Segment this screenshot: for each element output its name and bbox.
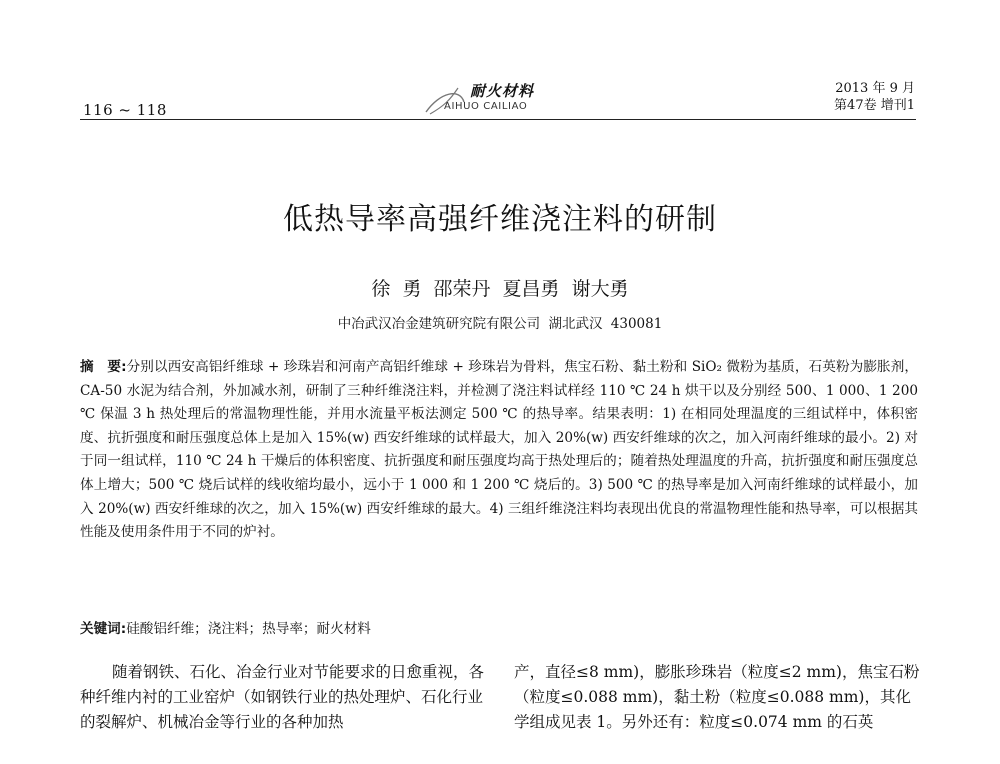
issue-volume: 第47卷 增刊1 — [834, 98, 915, 113]
journal-name-cn: 耐火材料 — [470, 82, 535, 100]
keywords — [80, 617, 918, 637]
abstract — [80, 356, 918, 545]
page-header — [0, 0, 1000, 120]
journal-name-en: AIHUO CAILIAO — [444, 101, 528, 112]
paper-title: 低热导率高强纤维浇注料的研制 — [283, 202, 717, 237]
abstract-text: 分别以西安高铝纤维球 + 珍珠岩和河南产高铝纤维球 + 珍珠岩为骨料，焦宝石粉、黏土粉和 SiO₂ 微粉为基质，石英粉为膨胀剂，CA-50 水泥为结合剂，外加减水剂，研制了三种纤维浇注料，并检测了浇注料试样经 110 ℃ 24 h 烘干以及分别经 500、1 000、1 200 ℃ 保温 3 h 热处理后的常温物理性能，并用水流量平板法测定 500 ℃ 的热导率。结果表明：1) 在相同处理温度的三组试样中，体积密度、抗折强度和耐压强度总体上是加入 15%(w) 西安纤维球的试样最大，加入 20%(w) 西安纤维球的次之，加入河南纤维球的最小。2) 对于同一组试样，110 ℃ 24 h 干燥后的体积密度、抗折强度和耐压强度均高于热处理后的；随着热处理温度的升高，抗折强度和耐压强度总体上增大；500 ℃ 烧后试样的线收缩均最小，远小于 1 000 和 1 200 ℃ 烧后的。3) 500 ℃ 的热导率是加入河南纤维球的试样最小，加入 20%(w) 西安纤维球的次之，加入 15%(w) 西安纤维球的最大。4) 三组纤维浇注料均表现出优良的常温物理性能和热导率，可以根据其性能及使用条件用于不同的炉衬。 — [80, 359, 918, 541]
abstract-label: 摘 要: — [80, 359, 127, 375]
page-range: 116 ~ 118 — [83, 101, 167, 119]
issue-date: 2013 年 9 月 — [835, 81, 915, 96]
body-column-right: 产，直径≤8 mm)，膨胀珍珠岩（粒度≤2 mm)，焦宝石粉（粒度≤0.088 mm)，黏土粉（粒度≤0.088 mm)，其化学组成见表 1。另外还有：粒度≤0.074 mm 的石英 — [514, 663, 920, 731]
author-list: 徐 勇 邵荣丹 夏昌勇 谢大勇 — [371, 278, 629, 300]
issue-info — [834, 80, 915, 114]
affiliation: 中冶武汉冶金建筑研究院有限公司 湖北武汉 430081 — [337, 316, 663, 332]
keywords-label: 关键词: — [80, 621, 127, 637]
header-divider — [80, 119, 916, 120]
body-column-left: 随着钢铁、石化、冶金行业对节能要求的日愈重视，各种纤维内衬的工业窑炉（如钢铁行业的热处理炉、石化行业的裂解炉、机械冶金等行业的各种加热 — [80, 663, 485, 731]
keywords-text: 硅酸铝纤维；浇注料；热导率；耐火材料 — [126, 621, 371, 637]
